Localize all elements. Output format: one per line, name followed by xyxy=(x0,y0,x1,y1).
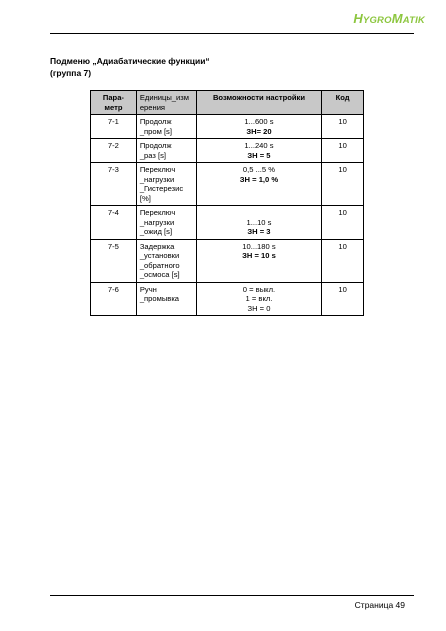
section-heading xyxy=(50,55,210,79)
table-row xyxy=(91,163,364,206)
header-range: Возможности настройки xyxy=(196,91,321,115)
units-line: _осмоса [s] xyxy=(139,270,180,279)
table-row xyxy=(91,115,364,139)
units-line: Ручн xyxy=(139,284,157,294)
table-row xyxy=(91,239,364,282)
range-value: 10...180 s xyxy=(242,241,276,251)
logo-ygro: YGRO xyxy=(362,15,392,26)
param-cell: 7-5 xyxy=(91,239,137,282)
code-cell: 10 xyxy=(322,163,364,206)
units-line: _промывка xyxy=(139,294,180,303)
header-code: Код xyxy=(322,91,364,115)
units-line: _обратного xyxy=(139,260,180,270)
units-line: _раз [s] xyxy=(139,150,167,160)
page-number: Страница 49 xyxy=(354,600,405,610)
range-cell xyxy=(196,139,321,163)
code-cell: 10 xyxy=(322,239,364,282)
range-cell xyxy=(196,115,321,139)
code-cell: 10 xyxy=(322,206,364,240)
default-value: ЗН= 20 xyxy=(246,126,272,136)
code-cell: 10 xyxy=(322,139,364,163)
units-line: Переключ xyxy=(139,208,176,217)
range-cell xyxy=(196,206,321,240)
param-cell: 7-4 xyxy=(91,206,137,240)
param-cell: 7-6 xyxy=(91,282,137,316)
range-spacer xyxy=(200,208,318,218)
units-line: Продолж xyxy=(139,117,172,126)
units-cell xyxy=(136,206,196,240)
logo-atik: ATIK xyxy=(402,15,425,26)
range-value: 1...240 s xyxy=(244,141,274,150)
code-cell: 10 xyxy=(322,115,364,139)
units-line: Задержка xyxy=(139,241,175,251)
units-line: [%] xyxy=(139,193,151,203)
table-header-row xyxy=(91,91,364,115)
units-line: _пром [s] xyxy=(139,126,172,136)
units-cell xyxy=(136,239,196,282)
hygromatik-logo xyxy=(353,11,425,26)
default-value: ЗН = 3 xyxy=(247,227,271,236)
logo-letter-m: M xyxy=(391,11,403,26)
units-line: _ожид [s] xyxy=(139,227,173,236)
units-cell xyxy=(136,282,196,316)
range-cell xyxy=(196,239,321,282)
table-row xyxy=(91,282,364,316)
default-value: ЗН = 1,0 % xyxy=(239,174,279,184)
units-line: _нагрузки xyxy=(139,174,175,184)
header-units: Единицы_изм ерения xyxy=(136,91,196,115)
default-value: ЗН = 5 xyxy=(247,150,271,160)
range-cell xyxy=(196,282,321,316)
range-line: 0 = выкл. xyxy=(242,284,276,294)
footer-divider xyxy=(50,595,414,596)
default-value: ЗН = 10 s xyxy=(242,251,276,260)
table-row xyxy=(91,139,364,163)
range-cell xyxy=(196,163,321,206)
units-line: _установки xyxy=(139,251,180,260)
units-cell xyxy=(136,163,196,206)
header-param: Пара-метр xyxy=(91,91,137,115)
header-divider xyxy=(50,33,414,34)
range-line: ЗН = 0 xyxy=(247,303,271,313)
range-value: 1...600 s xyxy=(244,117,274,126)
heading-line-1: Подменю „Адиабатические функции“ xyxy=(50,56,210,66)
heading-line-2: (группа 7) xyxy=(50,68,92,78)
param-cell: 7-1 xyxy=(91,115,137,139)
logo-letter-h: H xyxy=(353,11,363,26)
range-line: 1 = вкл. xyxy=(245,294,273,303)
parameters-table xyxy=(90,90,364,316)
range-value: 1...10 s xyxy=(246,217,272,227)
code-cell: 10 xyxy=(322,282,364,316)
param-cell: 7-2 xyxy=(91,139,137,163)
units-cell xyxy=(136,115,196,139)
range-value: 0,5 ...5 % xyxy=(242,165,276,174)
units-line: _Гистерезис xyxy=(139,184,184,193)
units-line: Продолж xyxy=(139,141,172,150)
units-line: _нагрузки xyxy=(139,217,175,227)
units-line: Переключ xyxy=(139,165,176,174)
param-cell: 7-3 xyxy=(91,163,137,206)
units-cell xyxy=(136,139,196,163)
table-row xyxy=(91,206,364,240)
